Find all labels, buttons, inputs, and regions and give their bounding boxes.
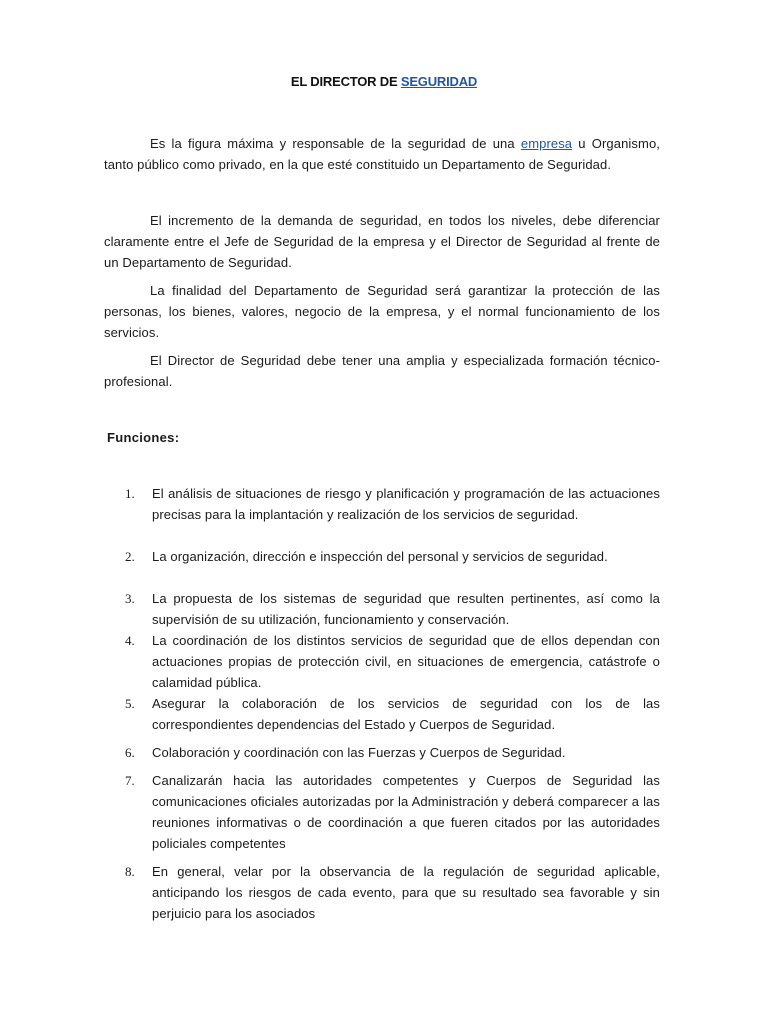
link-empresa[interactable]: empresa	[520, 136, 573, 151]
list-item-text: La coordinación de los distintos servicios de seguridad que de ellos dependan con actuaciones propias de protección civil, en situaciones de emergencia, catástrofe o calamidad pública.	[152, 633, 660, 690]
list-item-text: En general, velar por la observancia de la regulación de seguridad aplicable, anticipando los riesgos de cada evento, para que su resultado sea favorable y sin perjuicio para los asociados	[152, 864, 660, 921]
functions-heading: Funciones:	[107, 430, 180, 445]
list-item-number: 8.	[125, 864, 135, 879]
list-item-text: La organización, dirección e inspección del personal y servicios de seguridad.	[152, 549, 608, 564]
list-item-number: 3.	[125, 591, 135, 606]
list-item-text: La propuesta de los sistemas de seguridad que resulten pertinentes, así como la supervisión de su utilización, funcionamiento y conservación.	[152, 591, 660, 627]
title-link-seguridad[interactable]: SEGURIDAD	[400, 74, 478, 89]
list-item-number: 5.	[125, 696, 135, 711]
list-item-text: Colaboración y coordinación con las Fuerzas y Cuerpos de Seguridad.	[152, 745, 566, 760]
paragraph-1-after: u Organismo, tanto público como privado, en la que esté constituido un Departamento de Seguridad.	[104, 136, 660, 172]
list-item-number: 1.	[125, 486, 135, 501]
list-item-text: Canalizarán hacia las autoridades competentes y Cuerpos de Seguridad las comunicaciones oficiales autorizadas por la Administración y deberá comparecer a las reuniones informativas o de coordinación a que fueren citados por las autoridades policiales competentes	[152, 773, 660, 851]
title-prefix: EL DIRECTOR DE	[290, 74, 401, 89]
page-title	[0, 74, 768, 89]
list-item-number: 6.	[125, 745, 135, 760]
paragraph-1	[104, 133, 660, 175]
list-item-text: El análisis de situaciones de riesgo y planificación y programación de las actuaciones precisas para la implantación y realización de los servicios de seguridad.	[152, 486, 660, 522]
paragraph-1-before: Es la figura máxima y responsable de la seguridad de una	[150, 136, 521, 151]
paragraph-4: El Director de Seguridad debe tener una amplia y especializada formación técnico-profesional.	[104, 353, 660, 389]
paragraph-3: La finalidad del Departamento de Seguridad será garantizar la protección de las personas, los bienes, valores, negocio de la empresa, y el normal funcionamiento de los servicios.	[104, 283, 660, 340]
list-item-text: Asegurar la colaboración de los servicios de seguridad con los de las correspondientes dependencias del Estado y Cuerpos de Seguridad.	[152, 696, 660, 732]
paragraph-2: El incremento de la demanda de seguridad, en todos los niveles, debe diferenciar claramente entre el Jefe de Seguridad de la empresa y el Director de Seguridad al frente de un Departamento de Seguridad.	[104, 213, 660, 270]
list-item-number: 4.	[125, 633, 135, 648]
list-item-number: 7.	[125, 773, 135, 788]
list-item-number: 2.	[125, 549, 135, 564]
